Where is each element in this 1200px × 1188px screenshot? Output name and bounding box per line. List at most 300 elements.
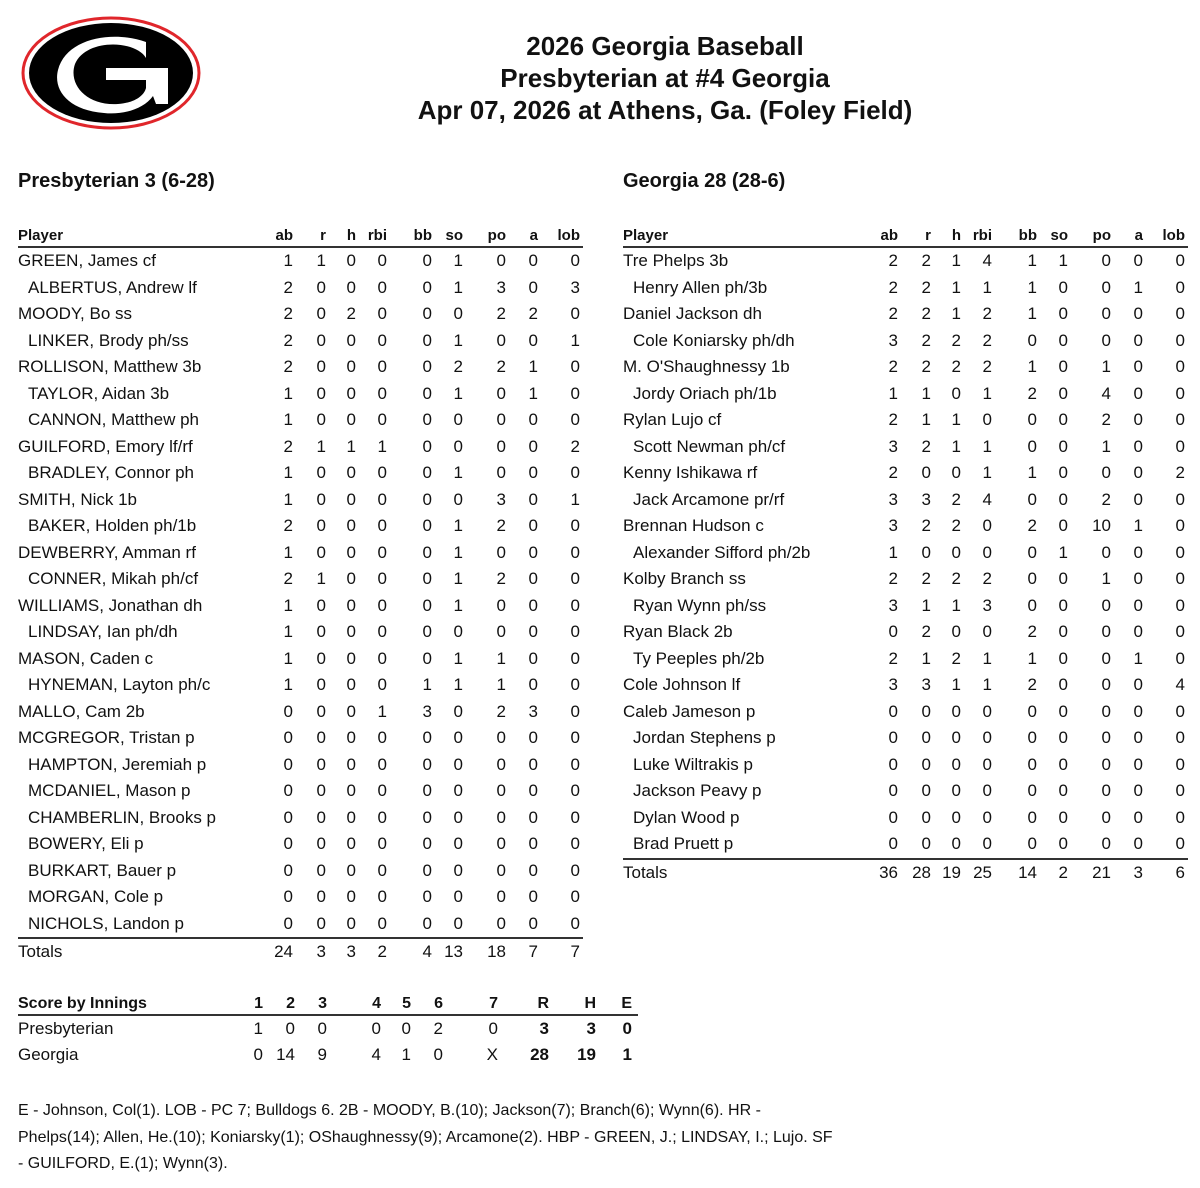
stat-a: 1 xyxy=(528,357,538,376)
column-header-r: r xyxy=(320,227,326,244)
stat-bb: 0 xyxy=(422,542,432,562)
stat-rbi: 0 xyxy=(377,781,387,800)
stat-r: 0 xyxy=(921,701,931,721)
stat-lob: 0 xyxy=(1175,516,1185,535)
player-name: Tre Phelps 3b xyxy=(623,251,729,270)
stat-h: 0 xyxy=(346,516,356,535)
stat-so: 0 xyxy=(1058,383,1068,403)
player-row xyxy=(18,619,583,646)
player-name: Jordan Stephens p xyxy=(633,728,776,747)
stat-h: 0 xyxy=(346,357,356,376)
stat-so: 0 xyxy=(1058,304,1068,323)
stat-lob: 3 xyxy=(570,277,580,297)
stat-ab: 1 xyxy=(283,489,293,509)
stat-bb: 0 xyxy=(422,887,432,906)
date-location: Apr 07, 2026 at Athens, Ga. (Foley Field) xyxy=(417,95,913,125)
player-row xyxy=(18,487,583,514)
stat-lob: 0 xyxy=(1175,436,1185,456)
stat-po: 0 xyxy=(496,887,506,906)
player-name: Rylan Lujo cf xyxy=(623,410,722,429)
stat-ab: 2 xyxy=(888,410,898,429)
stat-ab: 0 xyxy=(283,913,293,933)
stat-lob: 0 xyxy=(570,728,580,747)
stat-h: 1 xyxy=(951,251,961,270)
stat-h: 0 xyxy=(346,463,356,482)
stat-rbi: 0 xyxy=(377,622,387,641)
stat-rbi: 0 xyxy=(377,489,387,509)
stat-h: 0 xyxy=(346,887,356,906)
column-header-row xyxy=(623,226,1188,248)
total-h: 19 xyxy=(942,862,961,882)
stat-ab: 1 xyxy=(283,595,293,615)
stat-rbi: 0 xyxy=(982,410,992,429)
stat-ab: 1 xyxy=(283,383,293,403)
stat-bb: 0 xyxy=(1027,701,1037,721)
stat-h: 0 xyxy=(951,781,961,800)
player-name: Caleb Jameson p xyxy=(623,701,756,721)
stat-rbi: 1 xyxy=(982,383,992,403)
stat-so: 0 xyxy=(1058,516,1068,535)
player-row xyxy=(623,248,1188,275)
stat-lob: 0 xyxy=(1175,728,1185,747)
stat-po: 10 xyxy=(1092,516,1111,535)
stat-ab: 2 xyxy=(888,463,898,482)
stat-r: 0 xyxy=(921,754,931,774)
stat-bb: 0 xyxy=(1027,807,1037,827)
stat-so: 0 xyxy=(1058,330,1068,350)
stat-a: 0 xyxy=(1133,728,1143,747)
player-row xyxy=(623,275,1188,302)
stat-lob: 0 xyxy=(570,913,580,933)
stat-h: 0 xyxy=(951,701,961,721)
inning-value-R: 28 xyxy=(530,1045,549,1064)
stat-a: 0 xyxy=(528,277,538,297)
stat-po: 0 xyxy=(1101,304,1111,323)
stat-h: 0 xyxy=(346,807,356,827)
stat-so: 0 xyxy=(1058,807,1068,827)
player-name: BRADLEY, Connor ph xyxy=(28,463,195,482)
stat-a: 0 xyxy=(528,648,538,668)
stat-so: 0 xyxy=(453,622,463,641)
stat-so: 0 xyxy=(453,304,463,323)
stat-a: 1 xyxy=(528,383,538,403)
player-row xyxy=(18,248,583,275)
stat-so: 0 xyxy=(1058,489,1068,509)
stat-r: 2 xyxy=(921,357,931,376)
stat-rbi: 0 xyxy=(377,251,387,270)
stat-bb: 2 xyxy=(1027,383,1037,403)
stat-r: 0 xyxy=(921,728,931,747)
stat-so: 1 xyxy=(453,277,463,297)
stat-so: 1 xyxy=(453,542,463,562)
stat-ab: 0 xyxy=(888,622,898,641)
stat-r: 0 xyxy=(316,701,326,721)
stat-bb: 1 xyxy=(1027,648,1037,668)
innings-row xyxy=(18,1042,638,1068)
stat-bb: 0 xyxy=(422,277,432,297)
stat-ab: 2 xyxy=(283,304,293,323)
stat-lob: 0 xyxy=(1175,807,1185,827)
matchup-title: Presbyterian at #4 Georgia xyxy=(500,63,830,93)
stat-h: 0 xyxy=(346,701,356,721)
player-name: CHAMBERLIN, Brooks p xyxy=(28,807,216,827)
total-bb: 14 xyxy=(1018,862,1037,882)
stat-rbi: 1 xyxy=(982,277,992,297)
stat-r: 2 xyxy=(921,304,931,323)
player-name: MCGREGOR, Tristan p xyxy=(18,728,195,747)
inning-value-1: 0 xyxy=(253,1045,263,1064)
player-name: Scott Newman ph/cf xyxy=(633,436,786,456)
stat-r: 0 xyxy=(316,330,326,350)
player-row xyxy=(18,858,583,885)
stat-ab: 0 xyxy=(888,728,898,747)
stat-so: 1 xyxy=(453,675,463,694)
stat-h: 0 xyxy=(346,251,356,270)
stat-lob: 0 xyxy=(1175,569,1185,588)
home-box-score xyxy=(623,226,1188,886)
score-by-innings xyxy=(18,994,638,1068)
stat-ab: 0 xyxy=(888,754,898,774)
stat-lob: 0 xyxy=(1175,622,1185,641)
player-row xyxy=(623,646,1188,673)
stat-bb: 1 xyxy=(1027,277,1037,297)
total-a: 3 xyxy=(1133,862,1143,882)
player-row xyxy=(623,672,1188,699)
stat-so: 0 xyxy=(453,913,463,933)
stat-r: 0 xyxy=(316,834,326,853)
stat-ab: 0 xyxy=(888,781,898,800)
stat-so: 0 xyxy=(1058,357,1068,376)
inning-value-H: 19 xyxy=(577,1045,596,1064)
stat-ab: 0 xyxy=(888,701,898,721)
stat-r: 1 xyxy=(316,569,326,588)
stat-bb: 3 xyxy=(422,701,432,721)
stat-po: 0 xyxy=(496,436,506,456)
stat-lob: 2 xyxy=(570,436,580,456)
stat-a: 0 xyxy=(528,489,538,509)
stat-po: 0 xyxy=(1101,595,1111,615)
stat-lob: 1 xyxy=(570,489,580,509)
player-row xyxy=(623,407,1188,434)
inning-header-6: 6 xyxy=(434,995,443,1012)
player-row xyxy=(18,540,583,567)
stat-a: 3 xyxy=(528,701,538,721)
stat-so: 1 xyxy=(453,648,463,668)
stat-rbi: 1 xyxy=(982,675,992,694)
stat-r: 0 xyxy=(316,913,326,933)
stat-so: 1 xyxy=(453,569,463,588)
stat-bb: 1 xyxy=(422,675,432,694)
stat-rbi: 1 xyxy=(377,701,387,721)
stat-ab: 2 xyxy=(283,516,293,535)
stat-lob: 0 xyxy=(1175,648,1185,668)
stat-so: 0 xyxy=(1058,648,1068,668)
stat-r: 0 xyxy=(316,675,326,694)
stat-lob: 0 xyxy=(1175,304,1185,323)
stat-h: 0 xyxy=(346,648,356,668)
stat-a: 0 xyxy=(1133,675,1143,694)
stat-r: 0 xyxy=(316,648,326,668)
stat-r: 0 xyxy=(316,410,326,429)
stat-lob: 0 xyxy=(1175,330,1185,350)
stat-ab: 1 xyxy=(283,542,293,562)
stat-po: 0 xyxy=(496,383,506,403)
stat-ab: 2 xyxy=(283,436,293,456)
inning-value-3: 0 xyxy=(317,1019,327,1038)
stat-h: 0 xyxy=(346,569,356,588)
stat-a: 0 xyxy=(528,516,538,535)
notes-line-3: - GUILFORD, E.(1); Wynn(3). xyxy=(18,1155,228,1172)
stat-so: 0 xyxy=(1058,463,1068,482)
stat-r: 2 xyxy=(921,436,931,456)
stat-lob: 0 xyxy=(1175,277,1185,297)
column-header-h: h xyxy=(951,227,961,244)
total-lob: 6 xyxy=(1175,862,1185,882)
stat-bb: 0 xyxy=(1027,330,1037,350)
stat-r: 0 xyxy=(316,542,326,562)
inning-header-2: 2 xyxy=(286,995,295,1012)
stat-r: 0 xyxy=(921,807,931,827)
stat-so: 0 xyxy=(1058,754,1068,774)
stat-h: 0 xyxy=(346,277,356,297)
stat-a: 0 xyxy=(1133,807,1143,827)
player-row xyxy=(623,778,1188,805)
stat-po: 1 xyxy=(1101,569,1111,588)
player-name: TAYLOR, Aidan 3b xyxy=(28,383,170,403)
total-po: 21 xyxy=(1092,862,1111,882)
stat-bb: 0 xyxy=(422,622,432,641)
stat-ab: 2 xyxy=(888,569,898,588)
stat-so: 0 xyxy=(453,807,463,827)
stat-ab: 0 xyxy=(283,728,293,747)
player-row xyxy=(623,619,1188,646)
innings-row xyxy=(18,1016,638,1042)
stat-r: 3 xyxy=(921,675,931,694)
stat-ab: 2 xyxy=(888,251,898,270)
stat-po: 1 xyxy=(1101,357,1111,376)
stat-bb: 0 xyxy=(1027,834,1037,853)
stat-ab: 2 xyxy=(283,569,293,588)
stat-r: 3 xyxy=(921,489,931,509)
stat-bb: 0 xyxy=(422,489,432,509)
player-row xyxy=(623,434,1188,461)
stat-bb: 1 xyxy=(1027,251,1037,270)
player-row xyxy=(623,487,1188,514)
stat-ab: 0 xyxy=(283,887,293,906)
stat-a: 0 xyxy=(1133,357,1143,376)
season-title: 2026 Georgia Baseball xyxy=(526,31,804,61)
stat-rbi: 4 xyxy=(982,251,992,270)
stat-rbi: 0 xyxy=(377,304,387,323)
inning-value-2: 14 xyxy=(276,1045,295,1064)
stat-ab: 2 xyxy=(283,357,293,376)
stat-h: 0 xyxy=(951,728,961,747)
column-header-player: Player xyxy=(623,227,669,244)
total-ab: 36 xyxy=(879,862,898,882)
stat-h: 0 xyxy=(951,383,961,403)
stat-lob: 0 xyxy=(1175,834,1185,853)
stat-po: 1 xyxy=(496,675,506,694)
stat-so: 0 xyxy=(453,860,463,880)
stat-bb: 0 xyxy=(422,648,432,668)
stat-r: 1 xyxy=(921,383,931,403)
stat-h: 0 xyxy=(346,622,356,641)
stat-lob: 0 xyxy=(570,542,580,562)
stat-po: 0 xyxy=(1101,807,1111,827)
stat-ab: 3 xyxy=(888,489,898,509)
player-row xyxy=(18,566,583,593)
stat-r: 0 xyxy=(316,781,326,800)
stat-a: 0 xyxy=(1133,701,1143,721)
stat-rbi: 2 xyxy=(982,330,992,350)
stat-lob: 0 xyxy=(1175,595,1185,615)
player-name: Ty Peeples ph/2b xyxy=(633,648,765,668)
stat-rbi: 0 xyxy=(377,595,387,615)
stat-po: 0 xyxy=(496,542,506,562)
stat-a: 0 xyxy=(528,251,538,270)
stat-lob: 0 xyxy=(570,887,580,906)
stat-po: 0 xyxy=(1101,648,1111,668)
inning-value-R: 3 xyxy=(539,1019,549,1038)
stat-r: 1 xyxy=(316,251,326,270)
stat-bb: 0 xyxy=(422,569,432,588)
column-header-bb: bb xyxy=(1018,227,1037,244)
stat-h: 2 xyxy=(951,330,961,350)
stat-bb: 0 xyxy=(1027,595,1037,615)
stat-po: 2 xyxy=(496,304,506,323)
stat-lob: 0 xyxy=(570,675,580,694)
total-so: 2 xyxy=(1058,862,1068,882)
player-name: M. O'Shaughnessy 1b xyxy=(623,357,790,376)
player-row xyxy=(623,831,1188,860)
stat-ab: 0 xyxy=(283,781,293,800)
stat-a: 0 xyxy=(528,622,538,641)
stat-a: 0 xyxy=(528,675,538,694)
stat-so: 1 xyxy=(453,595,463,615)
inning-header-R: R xyxy=(537,995,549,1012)
player-name: Alexander Sifford ph/2b xyxy=(633,542,811,562)
stat-rbi: 4 xyxy=(982,489,992,509)
stat-h: 0 xyxy=(346,781,356,800)
player-name: Cole Johnson lf xyxy=(623,675,741,694)
stat-lob: 0 xyxy=(570,463,580,482)
player-row xyxy=(623,540,1188,567)
player-row xyxy=(18,672,583,699)
player-row xyxy=(18,778,583,805)
stat-po: 0 xyxy=(1101,728,1111,747)
player-row xyxy=(18,725,583,752)
stat-a: 0 xyxy=(528,781,538,800)
stat-r: 0 xyxy=(316,304,326,323)
player-row xyxy=(18,593,583,620)
stat-lob: 0 xyxy=(570,569,580,588)
stat-lob: 0 xyxy=(1175,383,1185,403)
stat-bb: 0 xyxy=(1027,781,1037,800)
stat-lob: 0 xyxy=(570,860,580,880)
stat-ab: 2 xyxy=(283,330,293,350)
stat-po: 2 xyxy=(496,701,506,721)
stat-bb: 0 xyxy=(1027,489,1037,509)
inning-header-1: 1 xyxy=(254,995,263,1012)
stat-bb: 0 xyxy=(422,595,432,615)
stat-h: 2 xyxy=(951,516,961,535)
stat-rbi: 0 xyxy=(982,728,992,747)
stat-r: 0 xyxy=(316,595,326,615)
column-header-ab: ab xyxy=(275,227,293,244)
stat-ab: 3 xyxy=(888,675,898,694)
player-name: Kolby Branch ss xyxy=(623,569,746,588)
player-name: Kenny Ishikawa rf xyxy=(623,463,758,482)
stat-ab: 3 xyxy=(888,516,898,535)
georgia-g-logo xyxy=(18,14,204,132)
stat-so: 1 xyxy=(1058,542,1068,562)
stat-so: 0 xyxy=(1058,569,1068,588)
stat-lob: 0 xyxy=(1175,542,1185,562)
stat-rbi: 0 xyxy=(982,834,992,853)
stat-po: 2 xyxy=(1101,489,1111,509)
stat-rbi: 1 xyxy=(982,648,992,668)
totals-label: Totals xyxy=(623,862,668,882)
stat-po: 0 xyxy=(496,410,506,429)
stat-rbi: 2 xyxy=(982,569,992,588)
total-so: 13 xyxy=(444,942,463,961)
stat-po: 0 xyxy=(496,860,506,880)
stat-lob: 0 xyxy=(570,648,580,668)
player-row xyxy=(623,460,1188,487)
stat-bb: 0 xyxy=(1027,728,1037,747)
stat-bb: 2 xyxy=(1027,622,1037,641)
stat-a: 0 xyxy=(528,569,538,588)
stat-h: 2 xyxy=(951,489,961,509)
stat-bb: 0 xyxy=(422,754,432,774)
inning-header-3: 3 xyxy=(318,995,327,1012)
stat-h: 1 xyxy=(951,277,961,297)
stat-po: 0 xyxy=(496,913,506,933)
stat-so: 0 xyxy=(1058,834,1068,853)
stat-h: 0 xyxy=(951,463,961,482)
stat-rbi: 0 xyxy=(377,834,387,853)
stat-lob: 4 xyxy=(1175,675,1185,694)
player-name: ROLLISON, Matthew 3b xyxy=(18,357,202,376)
stat-so: 1 xyxy=(1058,251,1068,270)
player-name: GREEN, James cf xyxy=(18,251,156,270)
stat-so: 0 xyxy=(453,834,463,853)
player-name: Brennan Hudson c xyxy=(623,516,764,535)
stat-po: 0 xyxy=(1101,277,1111,297)
stat-h: 0 xyxy=(346,489,356,509)
stat-lob: 0 xyxy=(570,383,580,403)
stat-a: 0 xyxy=(528,410,538,429)
stat-a: 0 xyxy=(528,887,538,906)
stat-bb: 1 xyxy=(1027,304,1037,323)
player-row xyxy=(18,646,583,673)
total-rbi: 25 xyxy=(973,862,992,882)
stat-h: 1 xyxy=(951,595,961,615)
stat-a: 0 xyxy=(1133,595,1143,615)
player-name: MCDANIEL, Mason p xyxy=(28,781,191,800)
stat-bb: 0 xyxy=(1027,436,1037,456)
stat-h: 0 xyxy=(346,410,356,429)
stat-lob: 0 xyxy=(1175,357,1185,376)
stat-po: 0 xyxy=(1101,675,1111,694)
stat-ab: 0 xyxy=(283,807,293,827)
stat-lob: 0 xyxy=(570,781,580,800)
inning-value-H: 3 xyxy=(586,1019,596,1038)
stat-rbi: 0 xyxy=(377,675,387,694)
stat-po: 0 xyxy=(496,807,506,827)
stat-so: 0 xyxy=(453,701,463,721)
totals-row xyxy=(18,939,583,966)
